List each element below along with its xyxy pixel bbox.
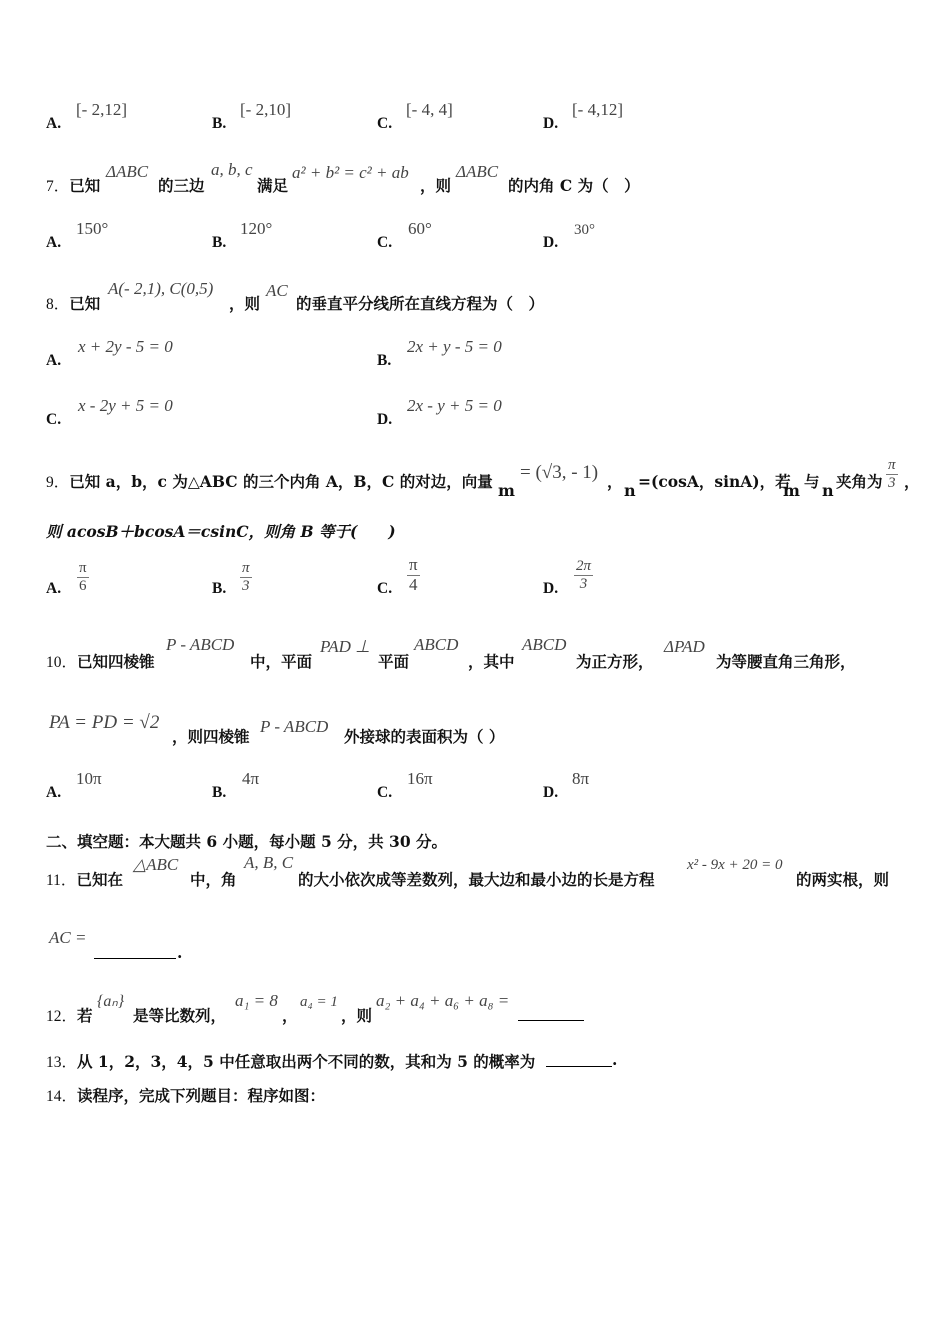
q7-text-1: 已知 <box>69 176 101 195</box>
q9-option-d-label: D. <box>543 580 559 597</box>
q8-math-points: A(- 2,1), C(0,5) <box>108 279 214 298</box>
q9-math-m-value: = (√3, - 1) <box>520 462 599 483</box>
q9-number: 9． <box>46 474 70 491</box>
q12-number: 12． <box>46 1008 78 1025</box>
q12-math-sequence: {aₙ} <box>97 993 125 1010</box>
q6-option-d-value: [- 4,12] <box>572 100 623 119</box>
q14-text: 读程序，完成下列题目：程序如图： <box>77 1086 326 1105</box>
q9-option-d-denominator: 3 <box>579 575 588 592</box>
q6-option-a-label: A. <box>46 115 62 132</box>
q7-option-a-label: A. <box>46 234 62 251</box>
q10-math-square: ABCD <box>522 635 567 654</box>
q10-option-d-value: 8π <box>572 769 590 788</box>
q7-text-5: 的内角 C 为（ ） <box>508 176 640 195</box>
q8-option-d-label: D. <box>377 411 393 428</box>
q9-option-a-label: A. <box>46 580 62 597</box>
q10-text-1: 已知四棱锥 <box>77 652 155 671</box>
q10-math-pyramid: P - ABCD <box>166 635 235 654</box>
q8-option-c-label: C. <box>46 411 62 428</box>
q9-option-c-fraction <box>407 556 420 594</box>
q9-option-c-denominator: 4 <box>409 574 418 594</box>
q10-math-plane-pad: PAD ⊥ <box>320 637 370 656</box>
q9-vector-m: m <box>498 481 515 500</box>
q9-option-a-fraction <box>77 560 89 594</box>
q9-vector-m-2: m <box>783 481 800 500</box>
q11-text-4: 的两实根，则 <box>796 870 890 889</box>
q10-number: 10． <box>46 654 78 671</box>
q12-text-4: ，则 <box>341 1006 373 1025</box>
q11-number: 11． <box>46 872 77 889</box>
q10-option-b-value: 4π <box>242 769 260 788</box>
q7-math-sides: a, b, c <box>211 160 253 179</box>
q9-option-a-denominator: 6 <box>79 577 87 594</box>
q10-option-a-label: A. <box>46 784 62 801</box>
q12-text-3: ， <box>282 1006 298 1025</box>
q10-math-pyramid-2: P - ABCD <box>260 717 329 736</box>
q10-math-plane-abcd: ABCD <box>414 635 459 654</box>
q10-text-2: 中，平面 <box>250 652 313 671</box>
q9-option-b-numerator: π <box>242 560 250 576</box>
q7-option-d-label: D. <box>543 234 559 251</box>
q10-text-6: 为等腰直角三角形， <box>716 652 856 671</box>
q11-math-triangle: △ABC <box>133 855 179 874</box>
q7-text-3: 满足 <box>257 176 289 195</box>
q9-text-4: 与 <box>804 472 820 491</box>
q11-text-1: 已知在 <box>76 870 123 889</box>
q9-text-2: ， <box>607 472 623 491</box>
q14-number: 14． <box>46 1088 78 1105</box>
q13-text: 从 1，2，3，4，5 中任意取出两个不同的数，其和为 5 的概率为 <box>77 1052 536 1071</box>
q11-math-equation: x² - 9x + 20 = 0 <box>687 857 783 873</box>
q12-math-sum: a₂ + a₄ + a₆ + a₈ = <box>376 991 510 1010</box>
q7-text-2: 的三边 <box>158 176 205 195</box>
q10-text-5: 为正方形， <box>576 652 654 671</box>
q9-line-2: 则 acosB＋bcosA＝csinC，则角 B 等于( ) <box>46 522 396 541</box>
q8-option-b-value: 2x + y - 5 = 0 <box>407 337 502 356</box>
q8-text-3: 的垂直平分线所在直线方程为（ ） <box>296 294 545 313</box>
q7-number: 7． <box>46 178 70 195</box>
q7-math-equation: a² + b² = c² + ab <box>292 163 409 182</box>
q6-option-b-label: B. <box>212 115 227 132</box>
q10-option-d-label: D. <box>543 784 559 801</box>
q8-option-a-label: A. <box>46 352 62 369</box>
q7-option-c-label: C. <box>377 234 393 251</box>
q7-math-triangle: ΔABC <box>106 162 149 181</box>
q8-option-b-label: B. <box>377 352 392 369</box>
q13-number: 13． <box>46 1054 78 1071</box>
q10-option-b-label: B. <box>212 784 227 801</box>
q9-option-b-fraction <box>240 560 252 594</box>
q9-text-6: ， <box>904 472 920 491</box>
q11-text-2: 中，角 <box>190 870 237 889</box>
q9-angle-fraction <box>886 457 898 491</box>
q12-text-1: 若 <box>77 1006 93 1025</box>
q8-option-d-value: 2x - y + 5 = 0 <box>407 396 502 415</box>
q9-angle-numerator: π <box>888 457 896 473</box>
q12-text-2: 是等比数列， <box>133 1006 227 1025</box>
q9-option-d-numerator: 2π <box>576 558 592 574</box>
q10-option-c-label: C. <box>377 784 393 801</box>
q9-option-c-numerator: π <box>409 555 418 574</box>
q6-option-a-value: [- 2,12] <box>76 100 127 119</box>
q9-vector-n: n <box>624 481 636 500</box>
q11-period: . <box>177 943 183 962</box>
q8-number: 8． <box>46 296 70 313</box>
q13-answer-blank[interactable] <box>546 1065 612 1067</box>
q6-option-d-label: D. <box>543 115 559 132</box>
q9-text-1: 已知 a，b，c 为△ABC 的三个内角 A，B，C 的对边，向量 <box>69 472 493 491</box>
q7-option-b-value: 120° <box>240 219 273 238</box>
q7-option-d-value: 30° <box>574 222 595 238</box>
q7-math-triangle-2: ΔABC <box>456 162 499 181</box>
q9-text-5: 夹角为 <box>836 472 883 491</box>
q10-option-a-value: 10π <box>76 769 102 788</box>
q6-option-c-label: C. <box>377 115 393 132</box>
q12-math-a1: a₁ = 8 <box>235 991 278 1010</box>
q9-option-c-label: C. <box>377 580 393 597</box>
q9-option-b-label: B. <box>212 580 227 597</box>
q11-text-3: 的大小依次成等差数列，最大边和最小边的长是方程 <box>298 870 655 889</box>
q10-text-8: 外接球的表面积为（ ） <box>344 727 505 746</box>
q10-text-7: ，则四棱锥 <box>172 727 250 746</box>
q8-option-c-value: x - 2y + 5 = 0 <box>78 396 173 415</box>
q8-text-1: 已知 <box>69 294 101 313</box>
section-2-heading: 二、填空题：本大题共 6 小题，每小题 5 分，共 30 分。 <box>46 832 448 851</box>
q12-math-a4: a₄ = 1 <box>300 994 338 1010</box>
q10-math-triangle: ΔPAD <box>664 637 705 656</box>
q9-text-3: =(cosA，sinA)，若 <box>638 472 791 491</box>
q9-vector-n-2: n <box>822 481 834 500</box>
q10-text-4: ，其中 <box>468 652 515 671</box>
q9-option-b-denominator: 3 <box>242 577 250 594</box>
q9-angle-denominator: 3 <box>888 474 896 491</box>
q8-option-a-value: x + 2y - 5 = 0 <box>78 337 173 356</box>
q13-period: . <box>612 1050 618 1069</box>
q11-math-ac: AC = <box>49 928 87 947</box>
q7-option-c-value: 60° <box>408 219 432 238</box>
q10-option-c-value: 16π <box>407 769 433 788</box>
q8-math-segment: AC <box>266 281 288 300</box>
q9-option-d-fraction <box>574 558 593 592</box>
q11-answer-blank[interactable] <box>94 957 176 959</box>
q7-text-4: ，则 <box>420 176 452 195</box>
q10-text-3: 平面 <box>378 652 410 671</box>
q7-option-a-value: 150° <box>76 219 109 238</box>
q10-math-edges: PA = PD = √2 <box>49 712 160 733</box>
q11-math-angles: A, B, C <box>244 853 294 872</box>
q6-option-c-value: [- 4, 4] <box>406 100 453 119</box>
q7-option-b-label: B. <box>212 234 227 251</box>
q9-option-a-numerator: π <box>79 560 87 576</box>
q6-option-b-value: [- 2,10] <box>240 100 291 119</box>
q8-text-2: ，则 <box>229 294 261 313</box>
q12-answer-blank[interactable] <box>518 1019 584 1021</box>
